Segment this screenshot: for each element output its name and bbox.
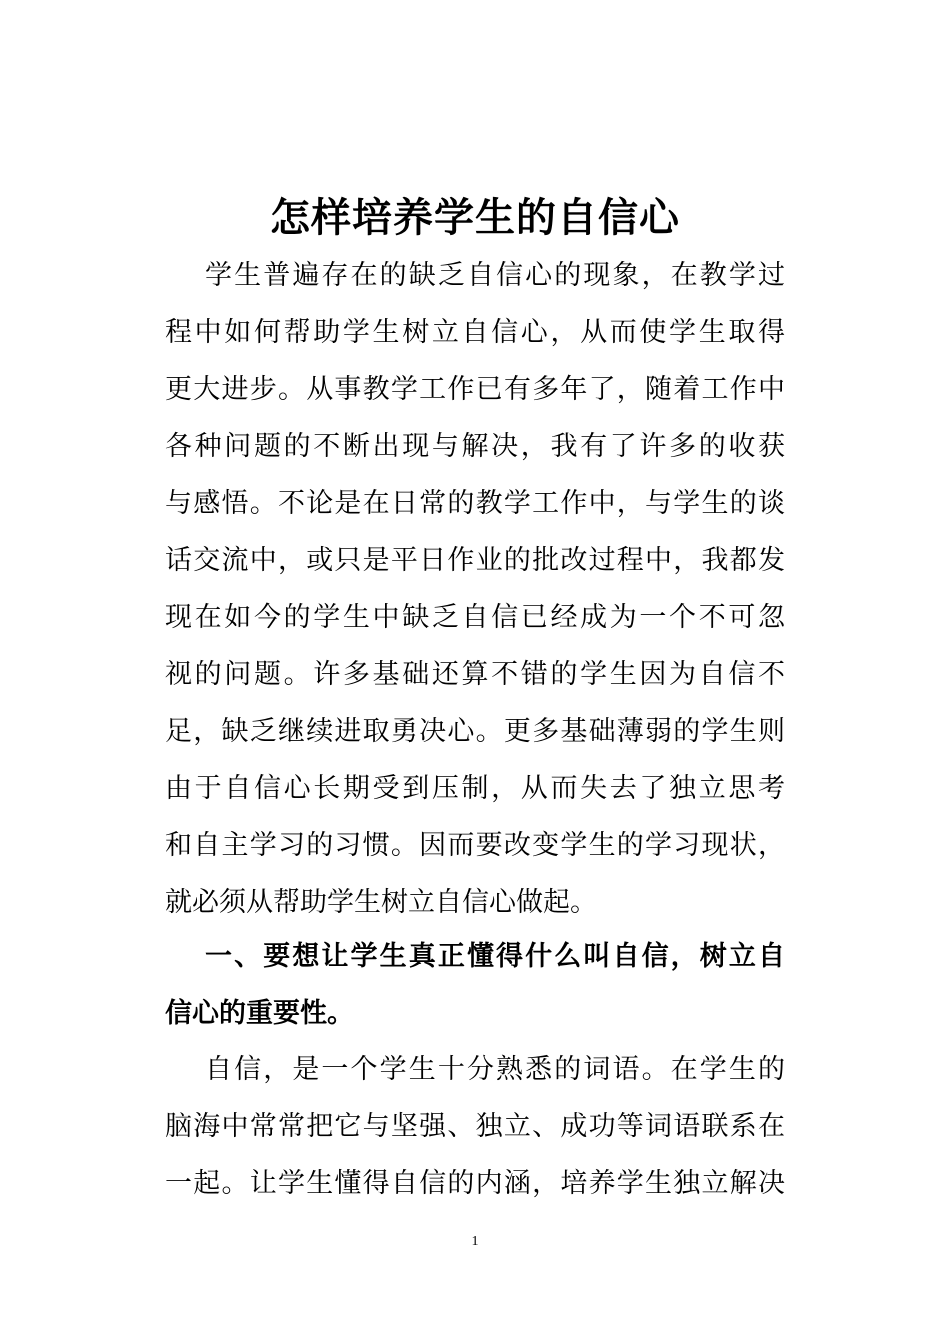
paragraph-line: 脑海中常常把它与坚强、独立、成功等词语联系在: [165, 1111, 785, 1142]
paragraph-line: 更大进步。从事教学工作已有多年了，随着工作中: [165, 374, 785, 405]
paragraph-line: 自信，是一个学生十分熟悉的词语。在学生的: [205, 1054, 785, 1085]
heading-line: 一、要想让学生真正懂得什么叫自信，树立自: [205, 941, 785, 972]
paragraph-line: 学生普遍存在的缺乏自信心的现象，在教学过: [205, 260, 785, 291]
paragraph-line: 与感悟。不论是在日常的教学工作中，与学生的谈: [165, 488, 785, 519]
heading-line: 信心的重要性。: [165, 998, 354, 1029]
paragraph-intro: [165, 247, 785, 931]
paragraph-line: 就必须从帮助学生树立自信心做起。: [165, 887, 597, 918]
paragraph-line: 程中如何帮助学生树立自信心，从而使学生取得: [165, 317, 785, 348]
section-heading-1: [165, 928, 785, 1042]
paragraph-line: 和自主学习的习惯。因而要改变学生的学习现状，: [165, 830, 785, 861]
paragraph-line: 由于自信心长期受到压制，从而失去了独立思考: [165, 773, 785, 804]
paragraph-line: 各种问题的不断出现与解决，我有了许多的收获: [165, 431, 785, 462]
paragraph-section-1: [165, 1041, 785, 1212]
page-number: 1: [471, 1234, 479, 1249]
paragraph-line: 一起。让学生懂得自信的内涵，培养学生独立解决: [165, 1168, 785, 1199]
document-title: 怎样培养学生的自信心: [270, 195, 680, 241]
paragraph-line: 视的问题。许多基础还算不错的学生因为自信不: [165, 659, 785, 690]
paragraph-line: 足，缺乏继续进取勇决心。更多基础薄弱的学生则: [165, 716, 785, 747]
paragraph-line: 话交流中，或只是平日作业的批改过程中，我都发: [165, 545, 785, 576]
paragraph-line: 现在如今的学生中缺乏自信已经成为一个不可忽: [165, 602, 785, 633]
